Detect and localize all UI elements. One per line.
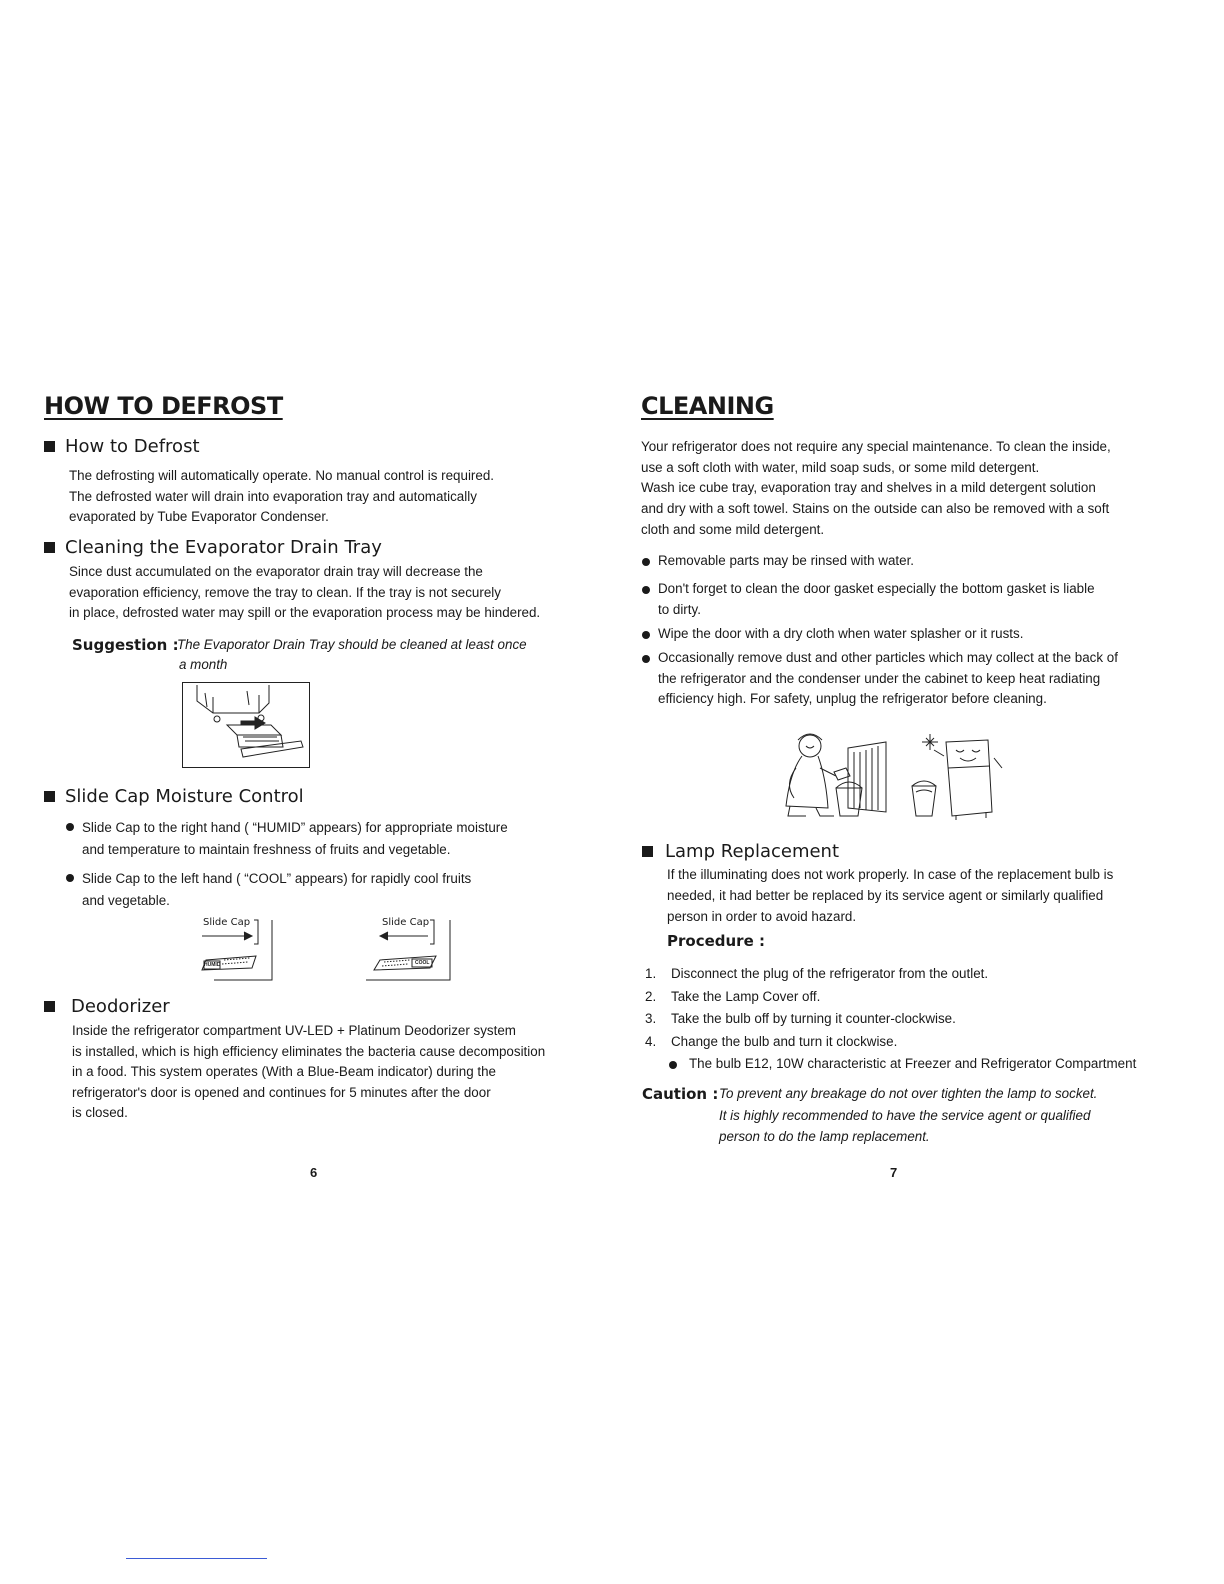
bullet-item [642, 648, 1118, 710]
procedure-step [645, 1008, 988, 1031]
footer-rule [126, 1558, 267, 1559]
text-line: the refrigerator and the condenser under the cabinet to keep heat radiating [658, 670, 1101, 686]
text-line: to dirty. [658, 601, 701, 617]
section-heading-text: Slide Cap Moisture Control [65, 786, 304, 807]
text-line: Removable parts may be rinsed with water. [658, 553, 915, 568]
text-line: is closed. [72, 1105, 128, 1120]
bullet-dot-icon [642, 586, 650, 594]
slide-cap-right-arrow-icon [196, 916, 276, 984]
bullet-item [642, 579, 1095, 620]
text-line: If the illuminating does not work properly. In case of the replacement bulb is [667, 867, 1114, 882]
step-text: Change the bulb and turn it clockwise. [671, 1033, 898, 1049]
slide-cap-left-arrow-icon [366, 916, 454, 984]
text-line: The defrosting will automatically operate. No manual control is required. [69, 468, 494, 483]
square-bullet-icon [642, 846, 653, 857]
procedure-step [645, 1031, 988, 1054]
text-line: is installed, which is high efficiency eliminates the bacteria cause decomposition [72, 1043, 546, 1059]
text-line: use a soft cloth with water, mild soap suds, or some mild detergent. [641, 459, 1040, 475]
step-number: 3. [645, 1011, 657, 1026]
section-heading-drain-tray [44, 537, 382, 558]
bullet-dot-icon [66, 823, 74, 831]
procedure-step [645, 963, 988, 986]
caution-text-line: To prevent any breakage do not over tighten the lamp to socket. [719, 1086, 1098, 1101]
text-line: evaporation efficiency, remove the tray to clean. If the tray is not securely [69, 584, 501, 600]
section-heading-text: Deodorizer [71, 996, 170, 1017]
suggestion-label: Suggestion : [72, 636, 179, 654]
deodorizer-text [72, 1021, 545, 1124]
section-heading-deodorizer [44, 996, 170, 1017]
bullet-dot-icon [642, 655, 650, 663]
caution-label: Caution : [642, 1085, 719, 1103]
page-title-cleaning: CLEANING [641, 392, 774, 420]
text-line: Slide Cap to the left hand ( “COOL” appears) for rapidly cool fruits [82, 871, 472, 886]
square-bullet-icon [44, 542, 55, 553]
text-line: Since dust accumulated on the evaporator drain tray will decrease the [69, 564, 483, 579]
step-number: 1. [645, 966, 657, 981]
text-line: in a food. This system operates (With a Blue-Beam indicator) during the [72, 1064, 496, 1079]
bullet-item [66, 817, 508, 861]
suggestion-text-line: a month [179, 657, 228, 672]
text-line: cloth and some mild detergent. [641, 522, 825, 537]
step-text: Disconnect the plug of the refrigerator from the outlet. [671, 966, 989, 981]
text-line: The defrosted water will drain into evaporation tray and automatically [69, 488, 477, 504]
bullet-item [642, 551, 914, 572]
bulb-note-item [669, 1054, 1136, 1075]
section-heading-text: How to Defrost [65, 436, 200, 457]
drain-tray-illustration [182, 682, 310, 768]
text-line: person in order to avoid hazard. [667, 909, 857, 924]
caution-text-line: It is highly recommended to have the service agent or qualified [719, 1108, 1091, 1123]
step-number: 4. [645, 1033, 657, 1049]
humid-tag: HUMID [204, 962, 221, 968]
procedure-label: Procedure : [667, 932, 765, 950]
bullet-dot-icon [669, 1061, 677, 1069]
text-line: Your refrigerator does not require any special maintenance. To clean the inside, [641, 439, 1111, 454]
section-heading-lamp-replacement [642, 841, 839, 862]
bullet-dot-icon [642, 558, 650, 566]
suggestion-text-line: The Evaporator Drain Tray should be cleaned at least once [177, 637, 527, 652]
cleaning-intro-text [641, 437, 1111, 541]
text-line: in place, defrosted water may spill or the evaporation process may be hindered. [69, 605, 541, 620]
section-heading-slide-cap [44, 786, 304, 807]
text-line: Wipe the door with a dry cloth when water splasher or it rusts. [658, 626, 1024, 641]
bullet-item [642, 624, 1023, 645]
text-line: Slide Cap to the right hand ( “HUMID” appears) for appropriate moisture [82, 820, 508, 835]
slide-cap-label: Slide Cap [382, 917, 430, 928]
text-line: and dry with a soft towel. Stains on the outside can also be removed with a soft [641, 500, 1110, 516]
text-line: refrigerator's door is opened and continues for 5 minutes after the door [72, 1084, 491, 1100]
text-line: and temperature to maintain freshness of fruits and vegetable. [82, 842, 451, 857]
step-text: Take the bulb off by turning it counter-clockwise. [671, 1011, 956, 1026]
page-title-how-to-defrost: HOW TO DEFROST [44, 392, 283, 420]
lamp-replacement-text [667, 864, 1113, 927]
text-line: efficiency high. For safety, unplug the refrigerator before cleaning. [658, 691, 1047, 706]
how-to-defrost-text [69, 466, 494, 528]
section-heading-text: Cleaning the Evaporator Drain Tray [65, 537, 382, 558]
procedure-steps [645, 963, 988, 1053]
text-line: Wash ice cube tray, evaporation tray and shelves in a mild detergent solution [641, 480, 1096, 495]
drain-tray-drawing-icon [183, 683, 308, 766]
section-heading-how-to-defrost [44, 436, 200, 457]
section-heading-text: Lamp Replacement [665, 841, 840, 862]
text-line: needed, it had better be replaced by its service agent or similarly qualified [667, 888, 1104, 903]
bulb-note-text: The bulb E12, 10W characteristic at Freezer and Refrigerator Compartment [689, 1056, 1137, 1071]
step-text: Take the Lamp Cover off. [671, 988, 821, 1004]
square-bullet-icon [44, 791, 55, 802]
page-number-left: 6 [310, 1165, 318, 1180]
procedure-step [645, 986, 988, 1009]
bullet-item [66, 868, 471, 912]
square-bullet-icon [44, 1001, 55, 1012]
text-line: evaporated by Tube Evaporator Condenser. [69, 509, 329, 524]
text-line: Don't forget to clean the door gasket especially the bottom gasket is liable [658, 581, 1095, 596]
page-number-right: 7 [890, 1165, 898, 1180]
text-line: Inside the refrigerator compartment UV-LED + Platinum Deodorizer system [72, 1023, 516, 1038]
drain-tray-text [69, 562, 540, 624]
square-bullet-icon [44, 441, 55, 452]
cool-tag: COOL [415, 960, 430, 966]
bullet-dot-icon [642, 631, 650, 639]
slide-cap-cool-diagram [366, 916, 454, 984]
bullet-dot-icon [66, 874, 74, 882]
text-line: Occasionally remove dust and other particles which may collect at the back of [658, 650, 1118, 665]
slide-cap-label: Slide Cap [203, 917, 251, 928]
caution-text-line: person to do the lamp replacement. [719, 1129, 930, 1144]
text-line: and vegetable. [82, 893, 170, 908]
step-number: 2. [645, 988, 657, 1004]
slide-cap-humid-diagram [196, 916, 276, 984]
cleaning-illustration-icon [776, 728, 1004, 822]
